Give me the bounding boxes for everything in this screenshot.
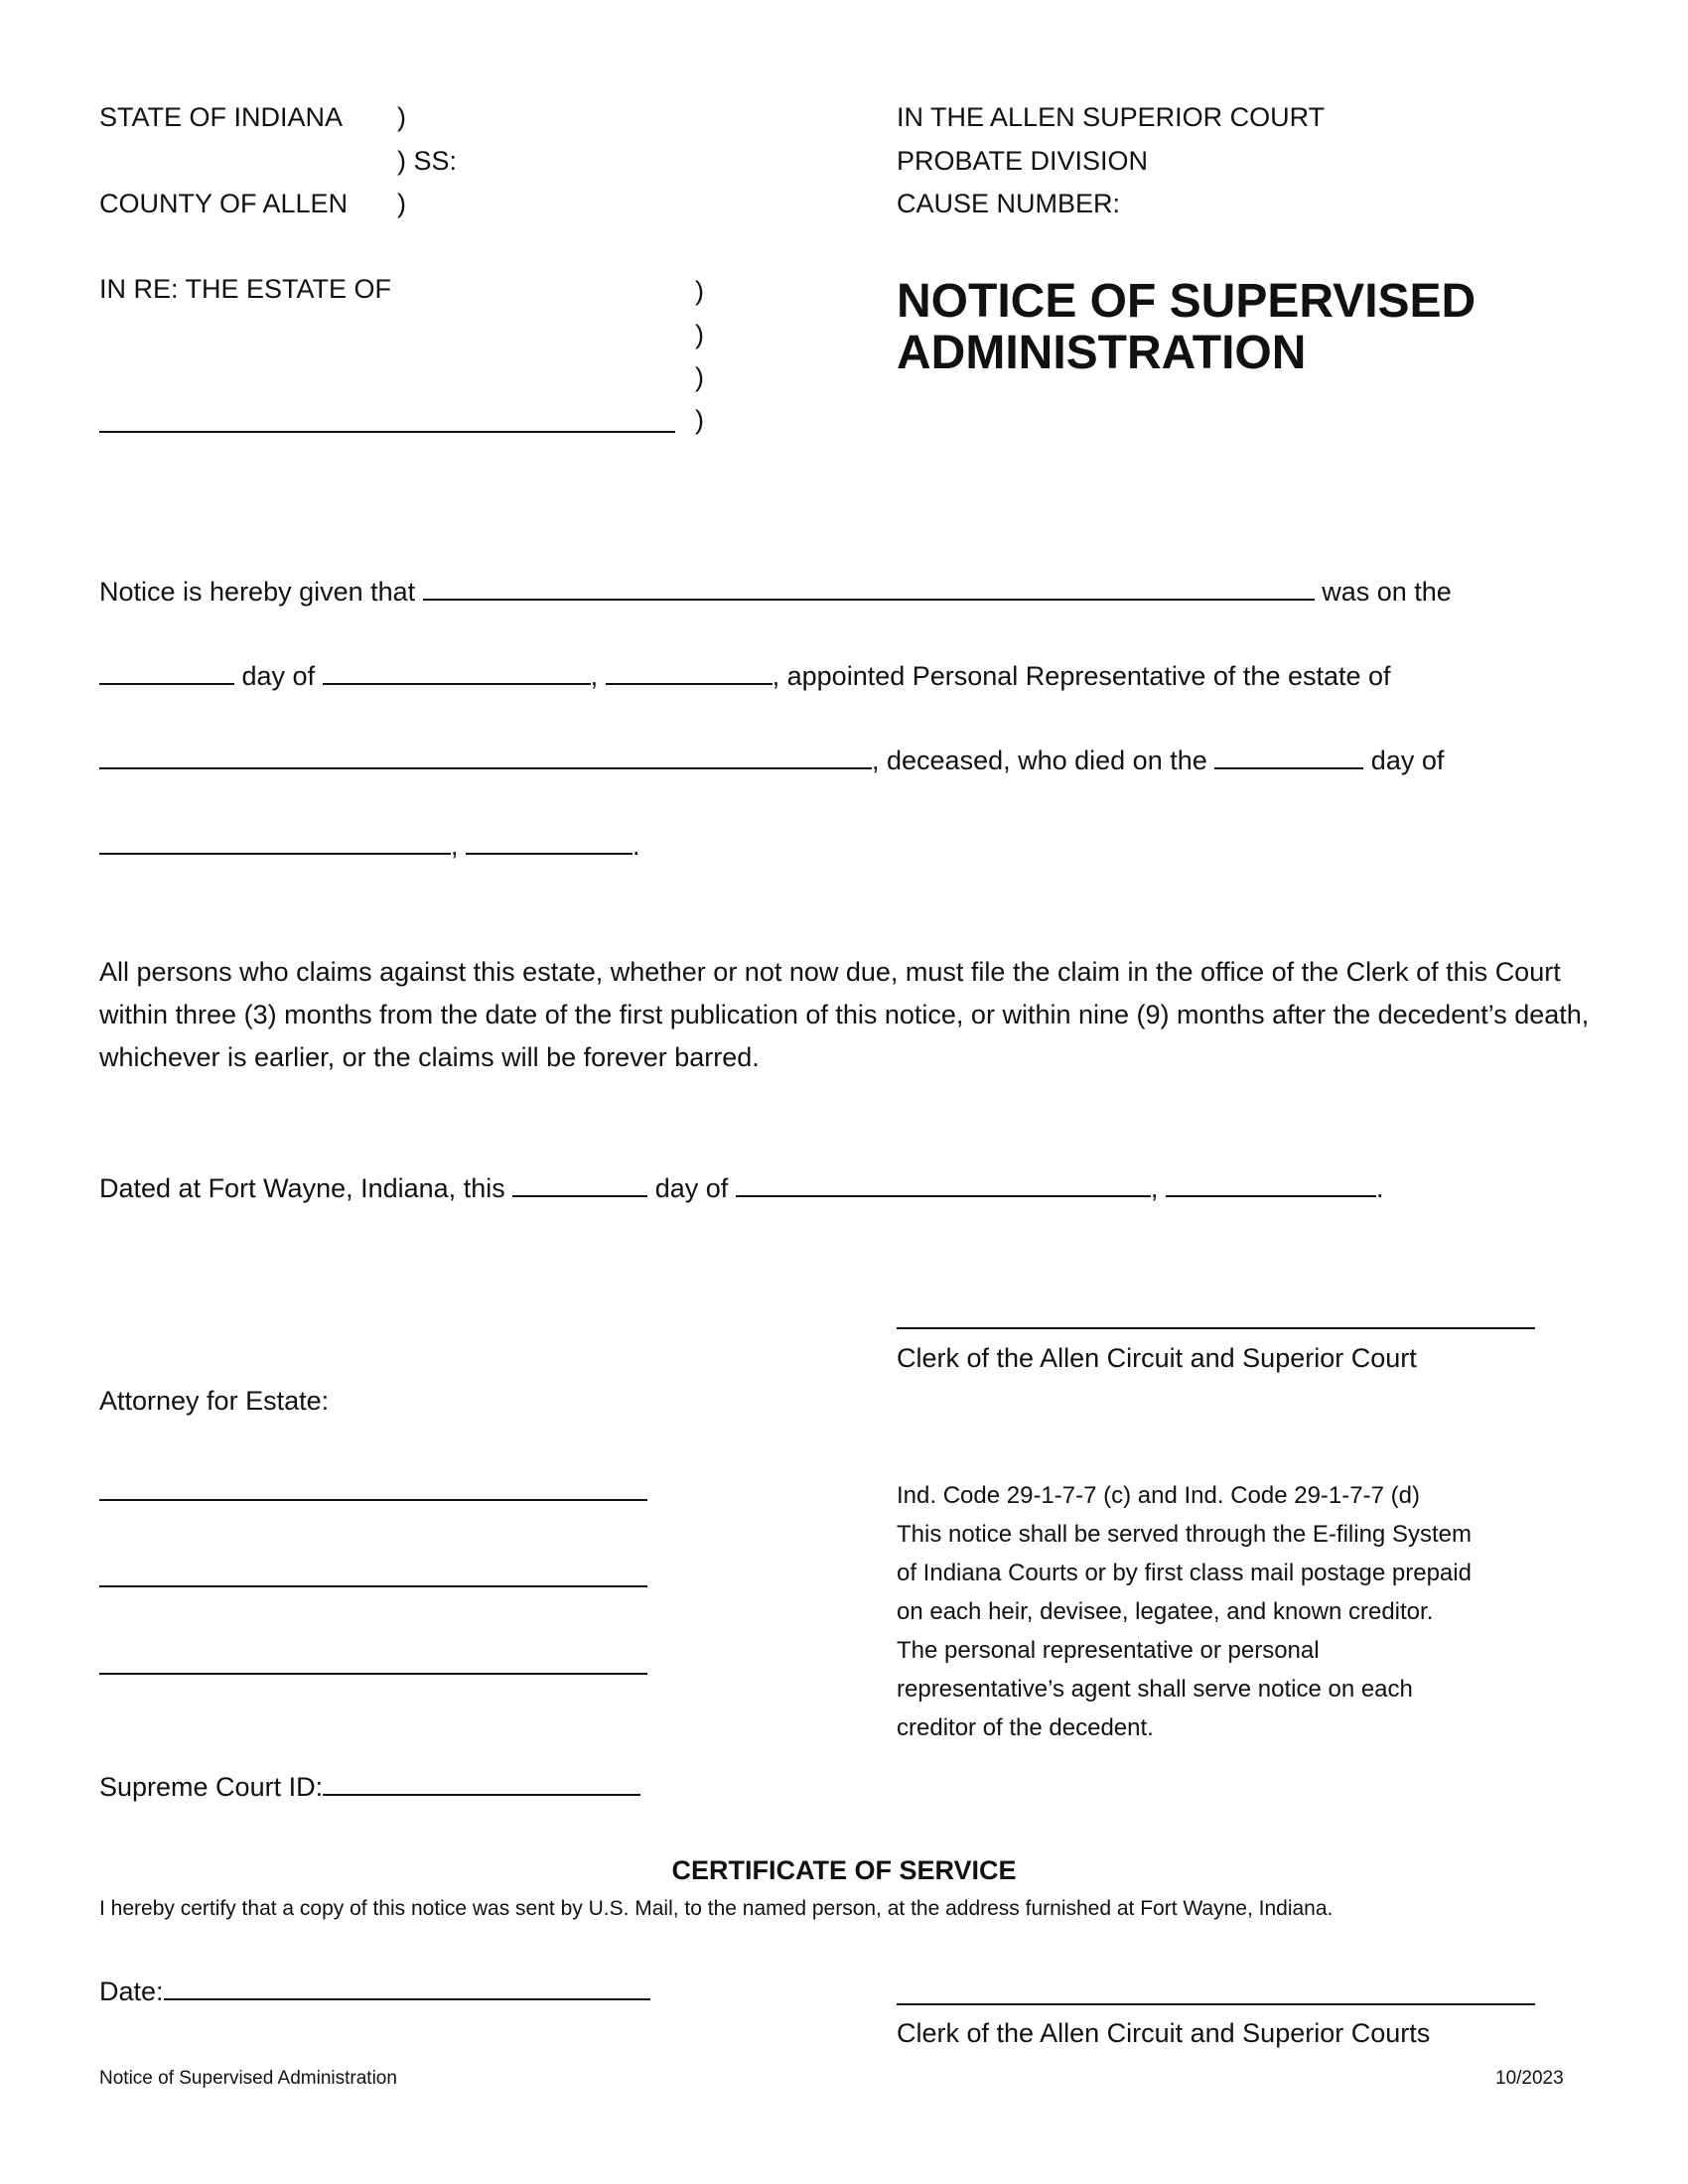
certificate-text: I hereby certify that a copy of this notice was sent by U.S. Mail, to the named person, at the address furnished at Fort Wayne, Indiana. — [99, 1897, 1334, 1920]
date-blank[interactable] — [164, 1973, 650, 2000]
attorney-line-1[interactable] — [99, 1499, 647, 1501]
dated-year-blank[interactable] — [1166, 1169, 1376, 1197]
certificate-clerk-signature-line[interactable] — [897, 2003, 1535, 2005]
caption-paren: ) — [695, 276, 704, 306]
comma: , — [1150, 1173, 1159, 1203]
appointed-month-blank[interactable] — [323, 657, 591, 685]
statute-note — [897, 1476, 1472, 1747]
period: . — [633, 831, 640, 861]
caption-paren: ) — [695, 320, 704, 349]
clerk-signature-label: Clerk of the Allen Circuit and Superior Court — [897, 1343, 1417, 1373]
notice-appointed-text: , appointed Personal Representative of the estate of — [772, 661, 1391, 691]
statute-line: representative’s agent shall serve notice on each — [897, 1676, 1413, 1703]
death-month-blank[interactable] — [99, 827, 451, 855]
ss-label: ) SS: — [397, 146, 458, 176]
notice-deceased-text: , deceased, who died on the — [872, 746, 1207, 775]
notice-was-on-the: was on the — [1322, 577, 1452, 607]
comma: , — [590, 661, 599, 691]
cause-number-label: CAUSE NUMBER: — [897, 189, 1121, 218]
document-title — [897, 276, 1476, 379]
attorney-line-3[interactable] — [99, 1673, 647, 1675]
caption-paren: ) — [695, 362, 704, 392]
statute-line: The personal representative or personal — [897, 1637, 1320, 1664]
certificate-date-line — [99, 1973, 650, 2007]
notice-intro: Notice is hereby given that — [99, 577, 416, 607]
statute-line: creditor of the decedent. — [897, 1714, 1154, 1741]
statute-line: Ind. Code 29-1-7-7 (c) and Ind. Code 29-1-7-7 (d) — [897, 1482, 1420, 1509]
clerk-signature-line[interactable] — [897, 1327, 1535, 1329]
certificate-heading: CERTIFICATE OF SERVICE — [671, 1855, 1017, 1885]
notice-line-4 — [99, 827, 640, 862]
dated-month-blank[interactable] — [736, 1169, 1151, 1197]
appointed-day-blank[interactable] — [99, 657, 234, 685]
statute-line: of Indiana Courts or by first class mail postage prepaid — [897, 1560, 1472, 1586]
notice-line-1 — [99, 573, 1452, 608]
attorney-label: Attorney for Estate: — [99, 1386, 330, 1416]
supreme-court-id-label: Supreme Court ID: — [99, 1772, 324, 1802]
period: . — [1375, 1173, 1384, 1203]
death-day-blank[interactable] — [1214, 742, 1363, 769]
attorney-line-2[interactable] — [99, 1585, 647, 1587]
court-division: PROBATE DIVISION — [897, 146, 1149, 176]
estate-name-line[interactable] — [99, 431, 675, 433]
dated-day-of: day of — [654, 1173, 729, 1203]
claims-paragraph: All persons who claims against this estate, whether or not now due, must file the claim in the office of the Clerk of this Court within three (3) months from the date of the first publication of this notice, or within nine (9) months after the decedent’s death, whichever is earlier, or the claims will be forever barred. — [99, 957, 1590, 1072]
caption-paren: ) — [397, 102, 406, 132]
dated-intro: Dated at Fort Wayne, Indiana, this — [99, 1173, 505, 1203]
county-label: COUNTY OF ALLEN — [99, 189, 349, 218]
title-line-1: NOTICE OF SUPERVISED — [897, 275, 1477, 328]
comma: , — [451, 831, 459, 861]
appointed-year-blank[interactable] — [606, 657, 773, 685]
caption-paren: ) — [695, 405, 704, 435]
court-name: IN THE ALLEN SUPERIOR COURT — [897, 102, 1326, 132]
title-line-2: ADMINISTRATION — [897, 327, 1307, 379]
statute-line: This notice shall be served through the E-filing System — [897, 1521, 1472, 1548]
caption-paren: ) — [397, 189, 406, 218]
supreme-court-id-blank[interactable] — [323, 1768, 640, 1796]
representative-name-blank[interactable] — [423, 573, 1315, 601]
certificate-clerk-label: Clerk of the Allen Circuit and Superior Courts — [897, 2018, 1431, 2048]
footer-revision: 10/2023 — [1495, 2068, 1564, 2089]
notice-day-of: day of — [241, 661, 316, 691]
footer-form-name: Notice of Supervised Administration — [99, 2068, 397, 2089]
estate-label: IN RE: THE ESTATE OF — [99, 274, 392, 304]
dated-day-blank[interactable] — [512, 1169, 647, 1197]
notice-day-of-2: day of — [1370, 746, 1445, 775]
dated-line — [99, 1169, 1383, 1204]
supreme-court-id-line — [99, 1768, 640, 1803]
date-label: Date: — [99, 1977, 164, 2006]
notice-line-3 — [99, 742, 1444, 776]
decedent-name-blank[interactable] — [99, 742, 872, 769]
death-year-blank[interactable] — [466, 827, 633, 855]
statute-line: on each heir, devisee, legatee, and known creditor. — [897, 1598, 1434, 1625]
state-label: STATE OF INDIANA — [99, 102, 344, 132]
notice-line-2 — [99, 657, 1391, 692]
